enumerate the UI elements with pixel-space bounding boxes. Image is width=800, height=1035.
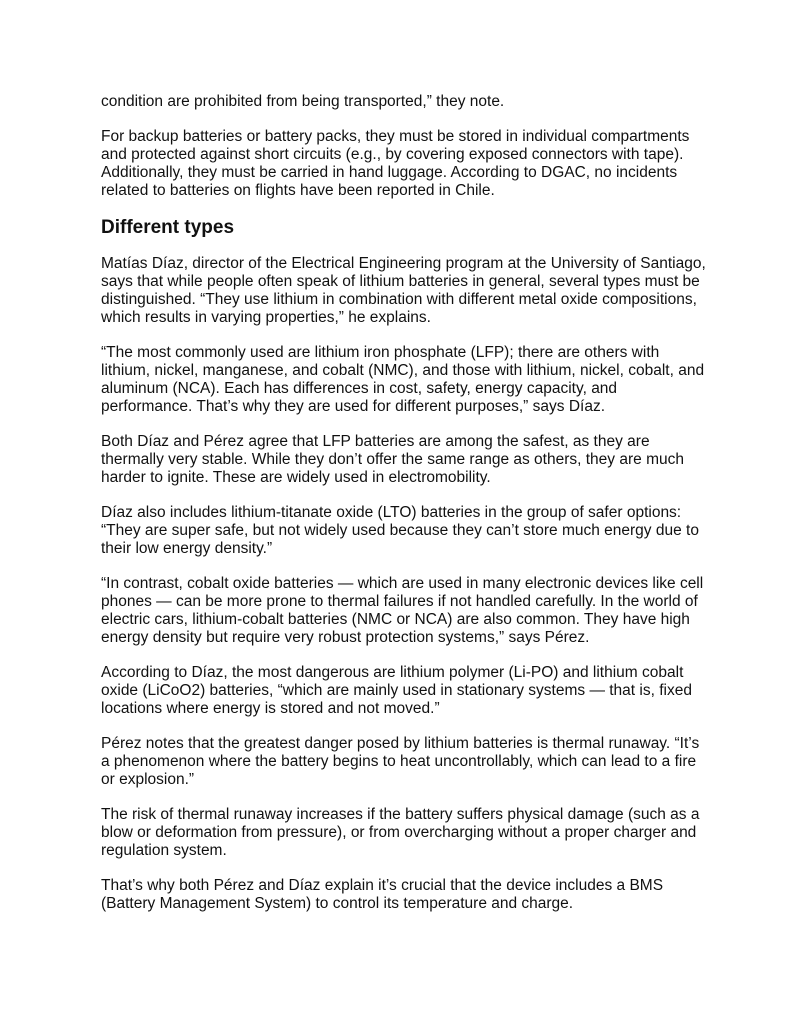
paragraph: “In contrast, cobalt oxide batteries — which are used in many electronic devices like cell phones — can be more prone to thermal failures if not handled carefully. In the world of electric cars, lithium-cobalt batteries (NMC or NCA) are also common. They have high energy density but require very robust protection systems,” says Pérez. (101, 575, 704, 646)
paragraph: The risk of thermal runaway increases if the battery suffers physical damage (such as a blow or deformation from pressure), or from overcharging without a proper charger and regulation system. (101, 806, 700, 859)
section-heading: Different types (101, 217, 235, 238)
document-page (101, 93, 711, 930)
paragraph: That’s why both Pérez and Díaz explain it’s crucial that the device includes a BMS (Battery Management System) to control its temperature and charge. (101, 877, 664, 912)
paragraph: According to Díaz, the most dangerous are lithium polymer (Li-PO) and lithium cobalt oxide (LiCoO2) batteries, “which are mainly used in stationary systems — that is, fixed locations where energy is stored and not moved.” (101, 664, 692, 717)
paragraph: For backup batteries or battery packs, they must be stored in individual compartments and protected against short circuits (e.g., by covering exposed connectors with tape). Additionally, they must be carried in hand luggage. According to DGAC, no incidents related to batteries on flights have been reported in Chile. (101, 128, 690, 199)
paragraph: Matías Díaz, director of the Electrical Engineering program at the University of Santiago, says that while people often speak of lithium batteries in general, several types must be distinguished. “They use lithium in combination with different metal oxide compositions, which results in varying properties,” he explains. (101, 255, 706, 326)
paragraph: condition are prohibited from being transported,” they note. (101, 93, 505, 110)
paragraph: “The most commonly used are lithium iron phosphate (LFP); there are others with lithium, nickel, manganese, and cobalt (NMC), and those with lithium, nickel, cobalt, and aluminum (NCA). Each has differences in cost, safety, energy capacity, and performance. That’s why they are used for different purposes,” says Díaz. (101, 344, 705, 415)
paragraph: Pérez notes that the greatest danger posed by lithium batteries is thermal runaway. “It’s a phenomenon where the battery begins to heat uncontrollably, which can lead to a fire or explosion.” (101, 735, 700, 788)
paragraph: Díaz also includes lithium-titanate oxide (LTO) batteries in the group of safer options: “They are super safe, but not widely used because they can’t store much energy due to their low energy density.” (101, 504, 699, 557)
paragraph: Both Díaz and Pérez agree that LFP batteries are among the safest, as they are thermally very stable. While they don’t offer the same range as others, they are much harder to ignite. These are widely used in electromobility. (101, 433, 684, 486)
